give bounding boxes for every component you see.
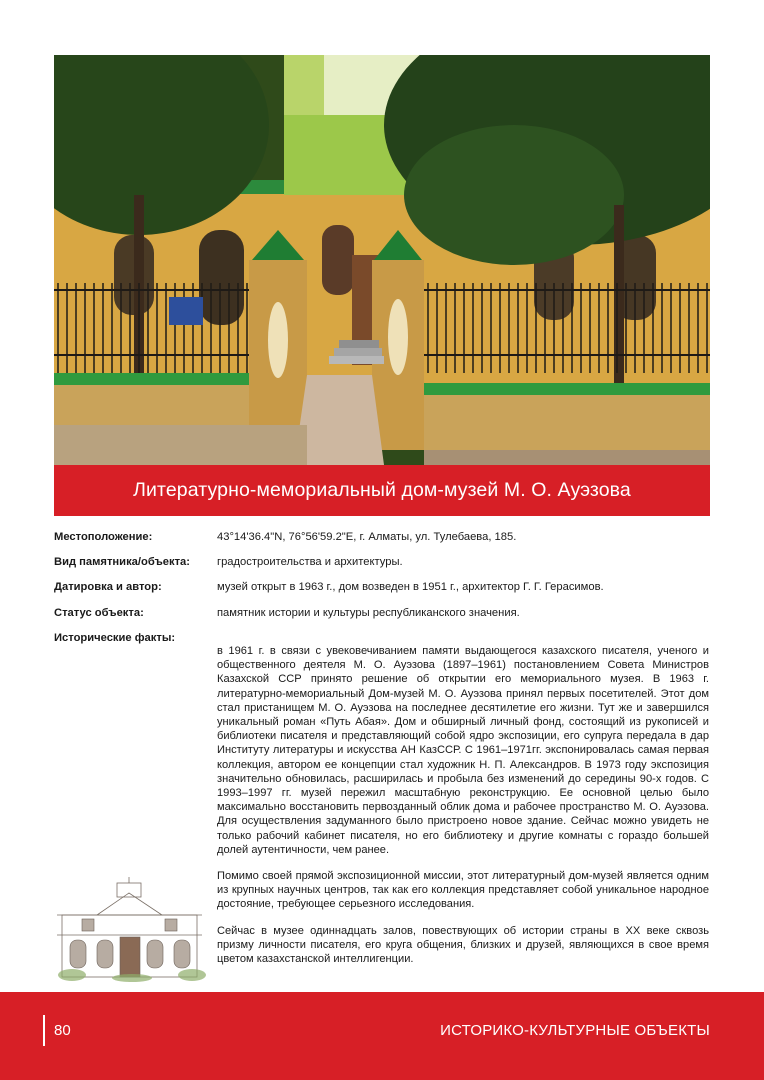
status-label: Статус объекта: bbox=[54, 606, 144, 619]
status-row bbox=[54, 606, 710, 620]
page-footer bbox=[0, 992, 764, 1080]
page-number: 80 bbox=[54, 1022, 71, 1039]
location-value: 43°14'36.4"N, 76°56'59.2"E, г. Алматы, ул. Тулебаева, 185. bbox=[217, 531, 517, 543]
date-label: Датировка и автор: bbox=[54, 581, 162, 594]
footer-divider bbox=[43, 1015, 45, 1046]
type-label: Вид памятника/объекта: bbox=[54, 556, 190, 569]
date-row bbox=[54, 580, 710, 594]
location-row bbox=[54, 530, 710, 544]
location-label: Местоположение: bbox=[54, 531, 153, 543]
facts-paragraph: в 1961 г. в связи с увековечиванием памяти выдающегося казахского писателя, ученого и общественного деятеля М. О. Ауэзова (1897–1961) постановлением Совета Министров Казахской ССР принято решение об открытии его мемориального музея. В 1963 г. литературно-мемориальный Дом-музей М. О. Ауэзова принял первых посетителей. Этот дом стал пристанищем М. О. Ауэзова на последнее десятилетие его жизни. Тут же и завершился уникальный роман «Путь Абая». Дом и обширный личный фонд, состоящий из рукописей и библиотеки писателя и представляющий собой ядро экспозиции, его супруга передала в дар Институту литературы и искусства АН КазССР. С 1961–1971гг. экспонировалась самая первая коллекция, автором ее концепции стал художник Н. П. Александров. В 1973 году экспозиция значительно обновилась, расширилась и пробыла без изменений до середины 90-х годов. С 1993–1997 гг. музей пережил масштабную реконструкцию. Ее основной целью было максимально восстановить первозданный облик дома и рабочее пространство М. О. Ауэзова. Для осуществления задуманного было пристроено новое здание. Сейчас можно увидеть не только рабочий кабинет писателя, но его библиотеку и другие комнаты с гораздо большей долей аутентичности, чем ранее. bbox=[217, 645, 709, 856]
facts-paragraph: Помимо своей прямой экспозиционной миссии, этот литературный дом-музей является одним из крупных научных центров, так как его коллекция представляет собой уникальное народное достояние, требующее серьезного исследования. bbox=[217, 870, 709, 911]
type-value: градостроительства и архитектуры. bbox=[217, 556, 403, 569]
facts-paragraph: Сейчас в музее одиннадцать залов, повествующих об истории страны в XX веке сквозь призму личности писателя, его круга общения, близких и друзей, являющихся в свое время цветом казахстанской интеллигенции. bbox=[217, 924, 709, 966]
facts-label: Исторические факты: bbox=[54, 631, 176, 644]
museum-photo bbox=[54, 55, 710, 465]
status-value: памятник истории и культуры республиканского значения. bbox=[217, 606, 520, 619]
date-value: музей открыт в 1963 г., дом возведен в 1951 г., архитектор Г. Г. Герасимов. bbox=[217, 581, 604, 594]
title-band bbox=[54, 465, 710, 516]
facts-text bbox=[217, 644, 709, 978]
page-title: Литературно-мемориальный дом-музей М. О. Ауэзова bbox=[133, 479, 631, 501]
section-title: ИСТОРИКО-КУЛЬТУРНЫЕ ОБЪЕКТЫ bbox=[440, 1022, 710, 1039]
house-sketch-image bbox=[52, 875, 207, 982]
facts-row bbox=[54, 631, 710, 645]
info-table bbox=[54, 530, 710, 656]
type-row bbox=[54, 555, 710, 569]
